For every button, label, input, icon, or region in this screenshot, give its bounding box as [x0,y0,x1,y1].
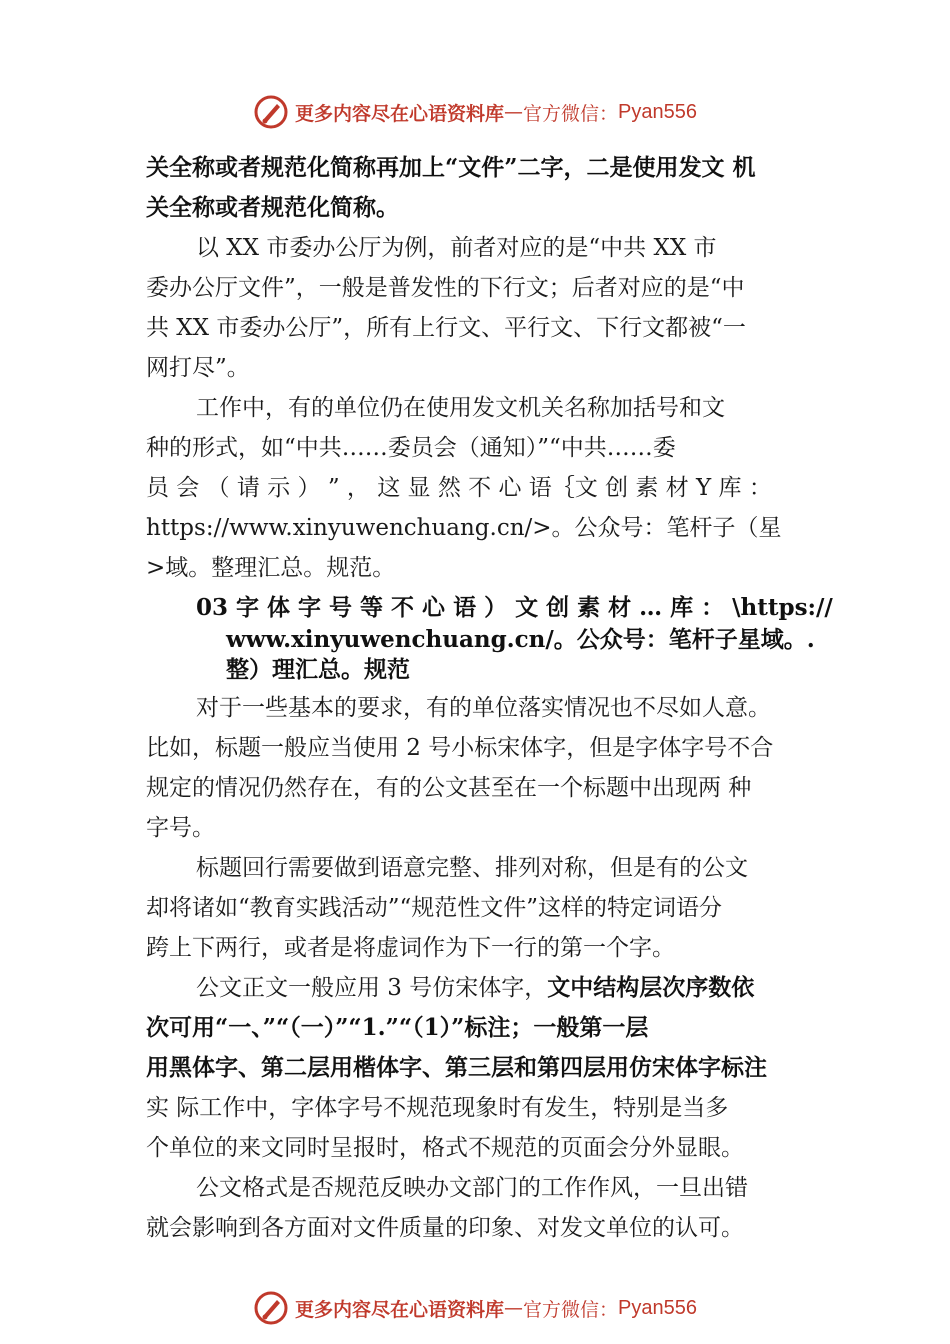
banner-separator: — [504,1297,524,1319]
pen-seal-icon [253,1290,289,1326]
section-heading: 整）理汇总。规范 [226,656,410,683]
banner-text: 更多内容尽在心语资料库 [295,102,505,125]
body-line: 委办公厅文件”，一般是普发性的下行文；后者对应的是“中 [146,275,745,301]
body-line: 对于一些基本的要求，有的单位落实情况也不尽如人意。 [196,695,771,721]
body-line: 跨上下两行，或者是将虚词作为下一行的第一个字。 [146,935,675,961]
pen-seal-icon [253,94,289,130]
banner-wechat-label: 官方微信： [523,1298,619,1321]
body-line: 以 XX 市委办公厅为例，前者对应的是“中共 XX 市 [196,235,717,261]
banner-text: 更多内容尽在心语资料库 [295,1298,505,1321]
body-line: 个单位的来文同时呈报时，格式不规范的页面会分外显眼。 [146,1135,744,1161]
body-line: 字号。 [146,815,215,841]
body-line: 比如，标题一般应当使用 2 号小标宋体字，但是字体字号不合 [146,735,774,761]
footer-banner [0,1288,950,1328]
body-line: 标题回行需要做到语意完整、排列对称，但是有的公文 [196,855,748,881]
body-line: 员 会 （ 请 示 ） ” ， 这 显 然 不 心 语｛文 创 素 材 Y 库 ： [146,475,772,501]
body-line: 规定的情况仍然存在，有的公文甚至在一个标题中出现两 种 [146,775,752,801]
body-line: 关全称或者规范化简称再加上“文件”二字，二是使用发文 机 [146,154,756,181]
section-heading: 03 字 体 字 号 等 不 心 语 ） 文 创 素 材 … 库 ： \https:// [196,594,833,621]
section-heading: www.xinyuwenchuang.cn/。公众号：笔杆子星域。. [226,626,815,653]
body-line: 网打尽”。 [146,355,250,381]
body-line: 却将诸如“教育实践活动”“规范性文件”这样的特定词语分 [146,895,723,921]
body-line-bold: 用黑体字、第二层用楷体字、第三层和第四层用仿宋体字标注 [146,1054,767,1081]
banner-separator: — [504,101,524,123]
body-line: >域。整理汇总。规范。 [146,555,396,581]
body-text-bold: 文中结构层次序数依 [547,974,755,1001]
body-line: 关全称或者规范化简称。 [146,194,399,221]
body-text-normal: 公文正文一般应用 3 号仿宋体字， [196,975,548,1001]
body-line-bold: 次可用“一、”“（一）”“1.”“（1）”标注；一般第一层 [146,1014,649,1041]
body-line: 种的形式，如“中共……委员会（通知）”“中共……委 [146,435,676,461]
header-banner [0,92,950,132]
banner-wechat-id: Pyan556 [618,1296,697,1319]
body-line: 公文格式是否规范反映办文部门的工作作风，一旦出错 [196,1175,748,1201]
banner-wechat-label: 官方微信： [523,102,619,125]
body-line: 就会影响到各方面对文件质量的印象、对发文单位的认可。 [146,1215,744,1241]
banner-wechat-id: Pyan556 [618,100,697,123]
body-line-mixed [196,968,754,1008]
body-line: 实 际工作中，字体字号不规范现象时有发生，特别是当多 [146,1095,729,1121]
body-line: 工作中，有的单位仍在使用发文机关名称加括号和文 [196,395,725,421]
body-line: https://www.xinyuwenchuang.cn/>。公众号：笔杆子（星 [146,515,782,541]
body-line: 共 XX 市委办公厅”，所有上行文、平行文、下行文都被“一 [146,315,746,341]
